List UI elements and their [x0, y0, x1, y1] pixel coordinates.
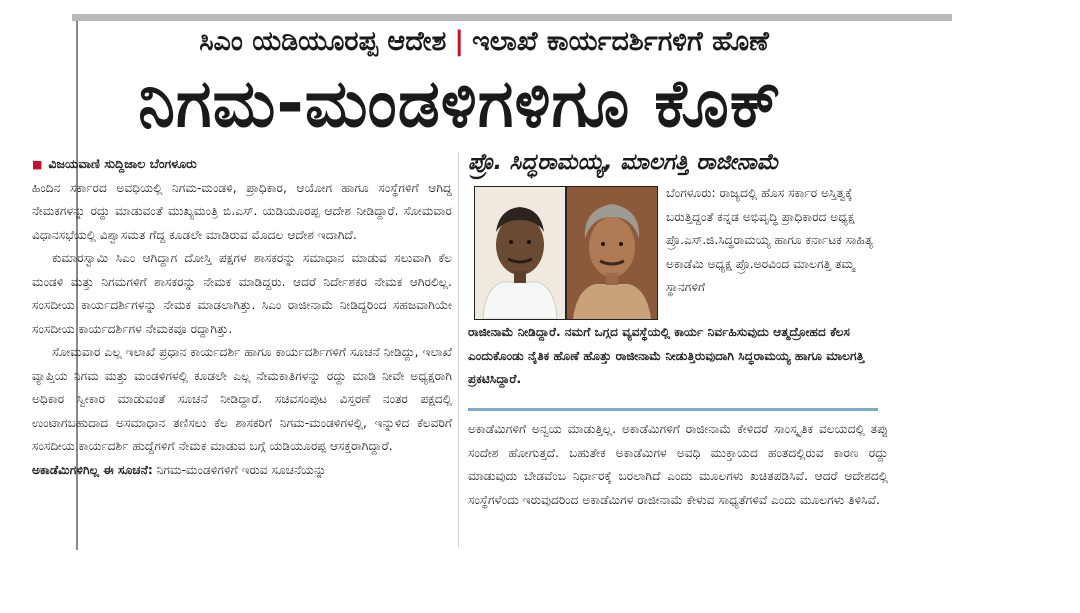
academies-lead-rest: ನಿಗಮ-ಮಂಡಳಿಗಳಿಗೆ ಇರುವ ಸೂಚನೆಯನ್ನು: [152, 462, 327, 477]
academies-lead: ಅಕಾಡೆಮಿಗಳಿಗಿಲ್ಲ ಈ ಸೂಚನೆ:: [32, 462, 153, 477]
byline: [32, 152, 452, 177]
kicker-separator: |: [454, 26, 465, 57]
paragraph-2: ಕುಮಾರಸ್ವಾಮಿ ಸಿಎಂ ಆಗಿದ್ದಾಗ ದೋಸ್ತಿ ಪಕ್ಷಗಳ ಶಾಸಕರನ್ನು ಸಮಾಧಾನ ಮಾಡುವ ಸಲುವಾಗಿ ಕೆಲ ಮಂಡಳಿ ಮತ್ತು ನಿಗಮಗಳಿಗೆ ಶಾಸಕರನ್ನು ನೇಮಕ ಮಾಡಿದ್ದರು. ಆದರೆ ನಿರ್ದೇಶಕರ ನೇಮಕ ಆಗಿರಲಿಲ್ಲ. ಸಂಸದೀಯ ಕಾರ್ಯದರ್ಶಿಗಳನ್ನು ನೇಮಕ ಮಾಡಲಾಗಿತ್ತು. ಸಿಎಂ ರಾಜೀನಾಮೆ ನೀಡಿದ್ದರಿಂದ ಸಹಜವಾಗಿಯೇ ಸಂಸದೀಯ ಕಾರ್ಯದರ್ಶಿಗಳ ನೇಮಕವೂ ರದ್ದಾಗಿತ್ತು.: [32, 251, 452, 336]
academies-continuation: [468, 418, 888, 512]
sub-headline: ಪ್ರೊ. ಸಿದ್ಧರಾಮಯ್ಯ, ಮಾಲಗತ್ತಿ ರಾಜೀನಾಮೆ: [468, 150, 779, 175]
headline: ನಿಗಮ-ಮಂಡಳಿಗಳಿಗೂ ಕೊಕ್: [138, 65, 782, 142]
paragraph-4: [32, 459, 452, 483]
portrait-2-graphic: [567, 187, 657, 319]
kicker-part-1: ಸಿಎಂ ಯಡಿಯೂರಪ್ಪ ಆದೇಶ: [199, 26, 447, 57]
resignation-intro-text: ಬೆಂಗಳೂರು: ರಾಜ್ಯದಲ್ಲಿ ಹೊಸ ಸರ್ಕಾರ ಅಸ್ತಿತ್ವಕ್ಕೆ ಬರುತ್ತಿದ್ದಂತೆ ಕನ್ನಡ ಅಭಿವೃದ್ಧಿ ಪ್ರಾಧಿಕಾರದ ಅಧ್ಯಕ್ಷ ಪ್ರೊ.ಎಸ್.ಜಿ.ಸಿದ್ಧರಾಮಯ್ಯ ಹಾಗೂ ಕರ್ನಾಟಕ ಸಾಹಿತ್ಯ ಅಕಾಡೆಮಿ ಅಧ್ಯಕ್ಷ ಪ್ರೊ.ಅರವಿಂದ ಮಾಲಗತ್ತಿ ತಮ್ಮ ಸ್ಥಾನಗಳಿಗೆ: [666, 186, 873, 294]
byline-bullet-icon: ■: [32, 158, 43, 171]
portrait-photo-icon: [474, 186, 566, 320]
column-divider: [458, 152, 459, 548]
portrait-1-graphic: [475, 187, 565, 319]
portrait-photo-icon: [566, 186, 658, 320]
byline-text: ವಿಜಯವಾಣಿ ಸುದ್ದಿಜಾಲ ಬೆಂಗಳೂರು: [48, 156, 197, 171]
academies-continuation-text: ಅಕಾಡೆಮಿಗಳಿಗೆ ಅನ್ವಯ ಮಾಡುತ್ತಿಲ್ಲ. ಅಕಾಡೆಮಿಗಳಿಗೆ ರಾಜೀನಾಮೆ ಕೇಳಿದರೆ ಸಾಂಸ್ಕೃತಿಕ ವಲಯದಲ್ಲಿ ತಪ್ಪು ಸಂದೇಶ ಹೋಗುತ್ತದೆ. ಬಹುತೇಕ ಅಕಾಡೆಮಿಗಳ ಅವಧಿ ಮುಕ್ತಾಯದ ಹಂತದಲ್ಲಿರುವ ಕಾರಣ ರದ್ದು ಮಾಡುವುದು ಬೇಡವೆಂಬ ನಿರ್ಧಾರಕ್ಕೆ ಬರಲಾಗಿದೆ ಎಂದು ಮೂಲಗಳು ಖಚಿತಪಡಿಸಿವೆ. ಆದರೆ ಆದೇಶದಲ್ಲಿ ಸಂಸ್ಥೆಗಳೆಂದು ಇರುವುದರಿಂದ ಅಕಾಡೆಮಿಗಳ ರಾಜೀನಾಮೆ ಕೇಳುವ ಸಾಧ್ಯತೆಗಳಿವೆ ಎಂದು ಮೂಲಗಳು ತಿಳಿಸಿವೆ.: [468, 422, 888, 507]
resignation-story-continued: [468, 321, 888, 392]
top-rule: [72, 14, 952, 21]
kicker-line: [84, 26, 884, 58]
kicker-part-2: ಇಲಾಖೆ ಕಾರ್ಯದರ್ಶಿಗಳಿಗೆ ಹೊಣೆ: [472, 26, 769, 57]
resignation-story-intro: [666, 182, 886, 300]
left-column: [32, 152, 452, 482]
paragraph-3: ಸೋಮವಾರ ಎಲ್ಲ ಇಲಾಖೆ ಪ್ರಧಾನ ಕಾರ್ಯದರ್ಶಿ ಹಾಗೂ ಕಾರ್ಯದರ್ಶಿಗಳಿಗೆ ಸೂಚನೆ ನೀಡಿದ್ದು, ಇಲಾಖೆ ವ್ಯಾಪ್ತಿಯ ನಿಗಮ ಮತ್ತು ಮಂಡಳಿಗಳಲ್ಲಿ ಕೂಡಲೇ ಎಲ್ಲ ನೇಮಕಾತಿಗಳನ್ನು ರದ್ದು ಮಾಡಿ ನೀವೇ ಅಧ್ಯಕ್ಷರಾಗಿ ಅಧಿಕಾರ ಸ್ವೀಕಾರ ಮಾಡುವಂತೆ ಸೂಚನೆ ನೀಡಿದ್ದಾರೆ. ಸಚಿವಸಂಪುಟ ವಿಸ್ತರಣೆ ನಂತರ ಪಕ್ಷದಲ್ಲಿ ಉಂಟಾಗಬಹುದಾದ ಅಸಮಾಧಾನ ತಣಿಸಲು ಕೆಲ ಶಾಸಕರಿಗೆ ನಿಗಮ-ಮಂಡಳಿಗಳಲ್ಲಿ, ಇನ್ನುಳಿದ ಕೆಲವರಿಗೆ ಸಂಸದೀಯ ಕಾರ್ಯದರ್ಶಿ ಹುದ್ದೆಗಳಿಗೆ ನೇಮಕ ಮಾಡುವ ಬಗ್ಗೆ ಯಡಿಯೂರಪ್ಪ ಆಸಕ್ತರಾಗಿದ್ದಾರೆ.: [32, 345, 452, 453]
paragraph-1: ಹಿಂದಿನ ಸರ್ಕಾರದ ಅವಧಿಯಲ್ಲಿ ನಿಗಮ-ಮಂಡಳಿ, ಪ್ರಾಧಿಕಾರ, ಆಯೋಗ ಹಾಗೂ ಸಂಸ್ಥೆಗಳಿಗೆ ಆಗಿದ್ದ ನೇಮಕಗಳನ್ನು ರದ್ದು ಮಾಡುವಂತೆ ಮುಖ್ಯಮಂತ್ರಿ ಬಿ.ಎಸ್. ಯಡಿಯೂರಪ್ಪ ಆದೇಶ ನೀಡಿದ್ದಾರೆ. ಸೋಮವಾರ ವಿಧಾನಸಭೆಯಲ್ಲಿ ವಿಶ್ವಾಸಮತ ಗೆದ್ದ ಕೂಡಲೇ ಮಾಡಿರುವ ಮೊದಲ ಆದೇಶ ಇದಾಗಿದೆ.: [32, 180, 452, 242]
blue-divider: [468, 408, 878, 411]
resignation-continued-text: ರಾಜೀನಾಮೆ ನೀಡಿದ್ದಾರೆ. ನಮಗೆ ಒಗ್ಗದ ವ್ಯವಸ್ಥೆಯಲ್ಲಿ ಕಾರ್ಯ ನಿರ್ವಹಿಸುವುದು ಆತ್ಮದ್ರೋಹದ ಕೆಲಸ ಎಂದುಕೊಂಡು ನೈತಿಕ ಹೊಣೆ ಹೊತ್ತು ರಾಜೀನಾಮೆ ನೀಡುತ್ತಿರುವುದಾಗಿ ಸಿದ್ಧರಾಮಯ್ಯ ಹಾಗೂ ಮಾಲಗತ್ತಿ ಪ್ರಕಟಿಸಿದ್ದಾರೆ.: [468, 325, 865, 386]
